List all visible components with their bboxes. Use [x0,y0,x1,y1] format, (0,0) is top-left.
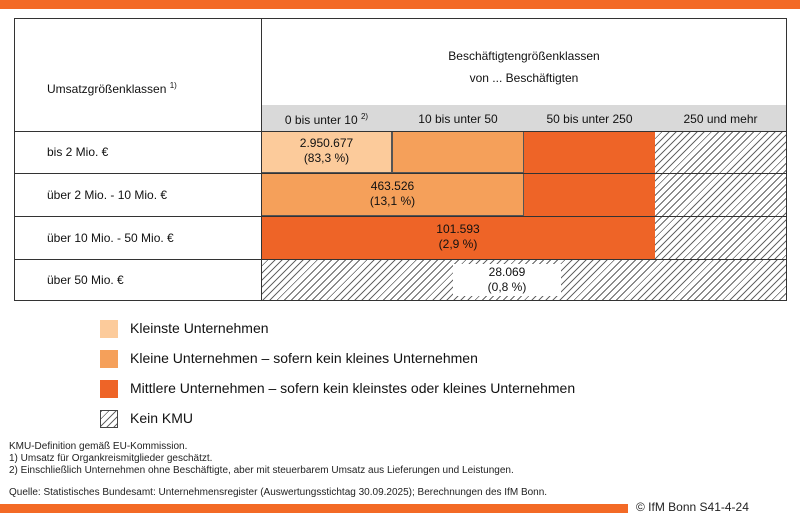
column-header-50-250: 50 bis unter 250 [546,112,633,126]
column-header-10-50: 10 bis unter 50 [418,112,498,126]
legend-swatch-kleine [100,350,118,368]
row-label-ueber-50: über 50 Mio. € [47,273,124,287]
legend-swatch-mittlere [100,380,118,398]
bottom-accent-bar [0,504,628,513]
value-kleinste: 2.950.677 (83,3 %) [299,136,354,165]
legend-item-kleine: Kleine Unternehmen – sofern kein kleines Unternehmen [130,350,478,366]
source-note: Quelle: Statistisches Bundesamt: Unternehmensregister (Auswertungsstichtag 30.09.2025); Berechnungen des IfM Bonn. [9,487,548,498]
footnote-2: 2) Einschließlich Unternehmen ohne Beschäftigte, aber mit steuerbarem Umsatz aus Lieferungen und Leistungen. [9,465,514,476]
legend-swatch-kein-kmu [100,410,118,428]
legend-item-mittlere: Mittlere Unternehmen – sofern kein kleinstes oder kleines Unternehmen [130,380,575,396]
row-divider-2 [15,173,786,174]
note-definition: KMU-Definition gemäß EU-Kommission. [9,441,188,452]
column-header-0-10: 0 bis unter 10 $^{2)}$ [284,112,369,127]
row-label-10-50: über 10 Mio. - 50 Mio. € [47,231,174,245]
row-divider-4 [15,259,786,260]
top-accent-bar [0,0,800,9]
row-divider-1 [15,131,786,132]
cell-kein-kmu-col4 [655,131,786,259]
value-kleine: 463.526 (13,1 %) [369,179,416,208]
row-label-2-10: über 2 Mio. - 10 Mio. € [47,188,168,202]
row-header-label: Umsatzgrößenklassen $^{1)}$ [47,81,177,96]
legend-item-kein-kmu: Kein KMU [130,410,193,426]
value-mittlere: 101.593 (2,9 %) [436,222,480,251]
legend-item-kleinste: Kleinste Unternehmen [130,320,269,336]
cell-kleine-top [392,131,524,173]
footnote-1: 1) Umsatz für Organkreismitglieder geschätzt. [9,453,213,464]
row-label-bis-2: bis 2 Mio. € [47,145,109,159]
sme-definition-table [14,18,787,301]
column-group-subtitle: von ... Beschäftigten [469,71,579,85]
row-divider-3 [15,216,786,217]
value-kein-kmu: 28.069 (0,8 %) [487,265,527,294]
column-group-title: Beschäftigtengrößenklassen [448,49,600,63]
legend-swatch-kleinste [100,320,118,338]
column-header-250-plus: 250 und mehr [683,112,758,126]
copyright-label: © IfM Bonn S41-4-24 [636,500,749,514]
